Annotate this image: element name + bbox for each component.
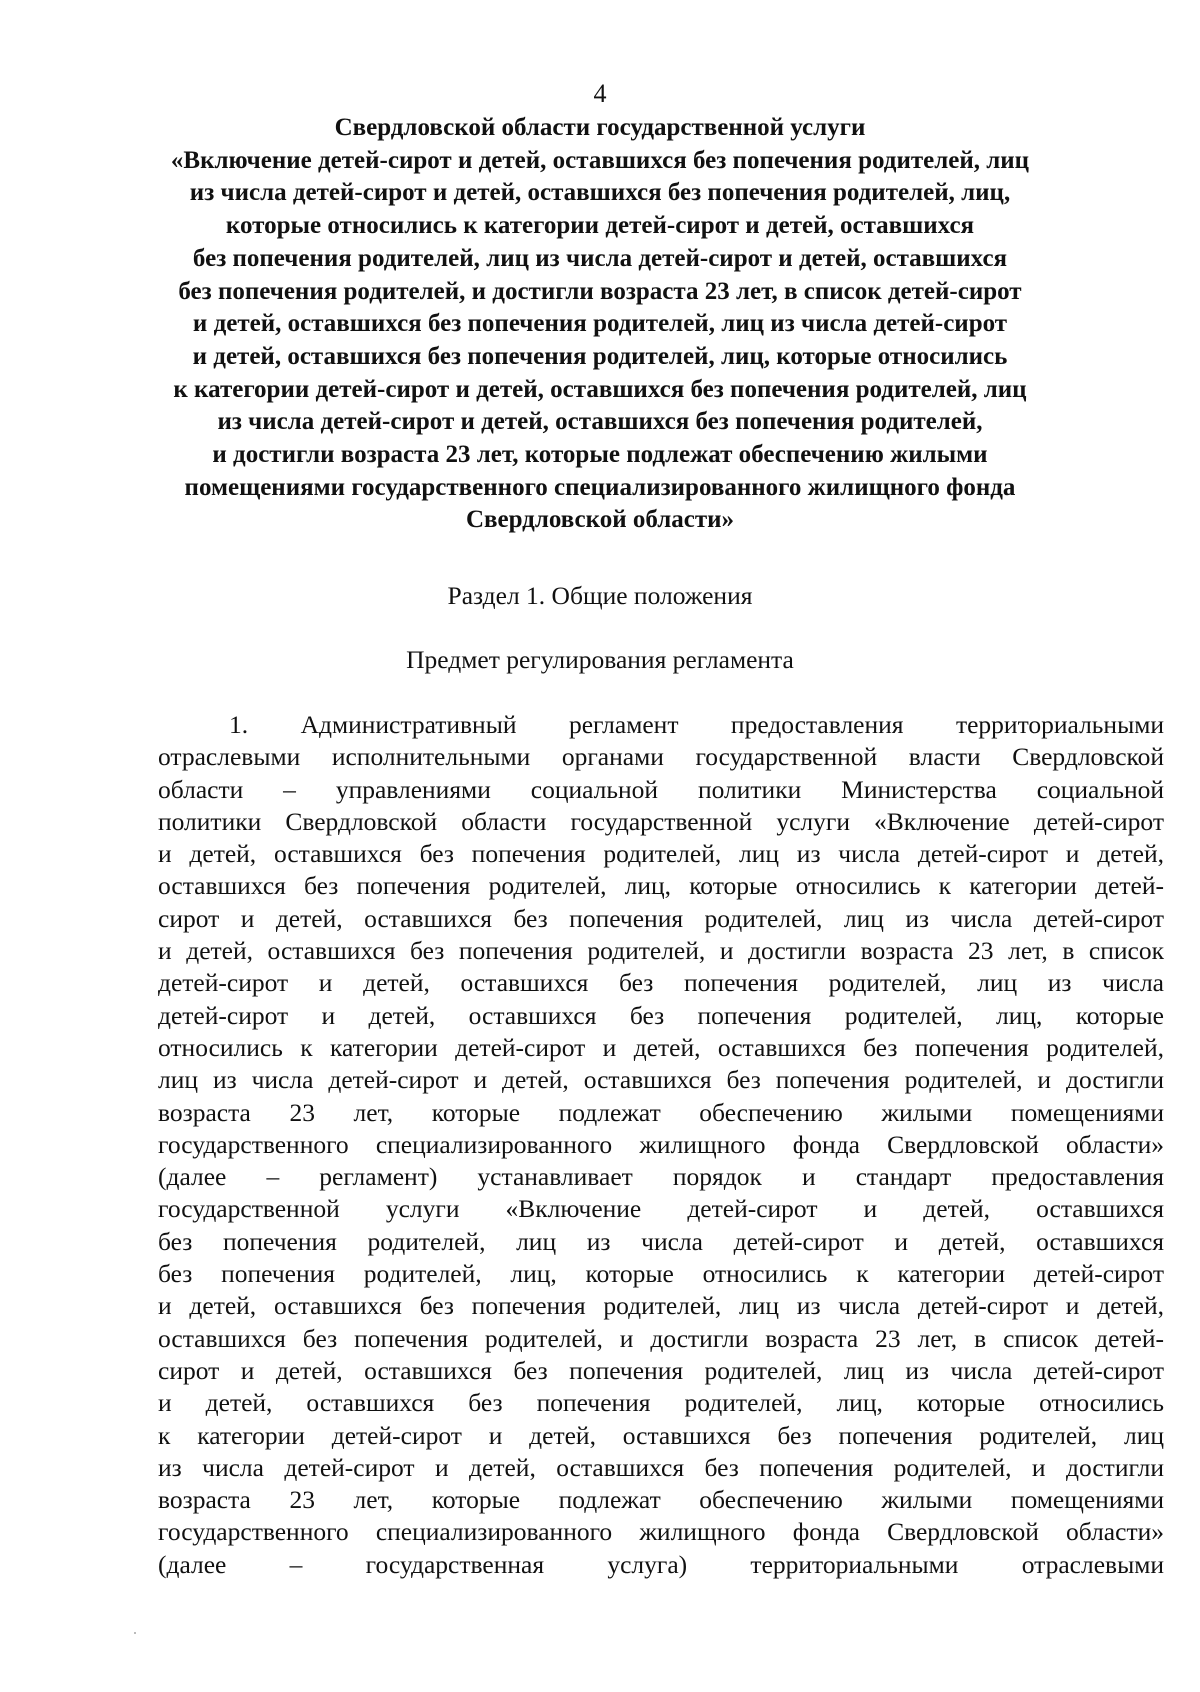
paragraph-line: лиц из числа детей-сирот и детей, оставшихся без попечения родителей, и достигли — [158, 1065, 1164, 1095]
title-line: без попечения родителей, и достигли возраста 23 лет, в список детей-сирот — [178, 277, 1022, 305]
paragraph-line: государственной услуги «Включение детей-сирот и детей, оставшихся — [158, 1194, 1164, 1224]
paragraph-line: отраслевыми исполнительными органами государственной власти Свердловской — [158, 742, 1164, 772]
paragraph-line: относились к категории детей-сирот и детей, оставшихся без попечения родителей, — [158, 1032, 1164, 1062]
title-line: к категории детей-сирот и детей, оставшихся без попечения родителей, лиц — [173, 375, 1027, 403]
paragraph-line: из числа детей-сирот и детей, оставшихся без попечения родителей, и достигли — [158, 1452, 1164, 1482]
paragraph-line: без попечения родителей, лиц, которые относились к категории детей-сирот — [158, 1259, 1164, 1289]
title-line: и детей, оставшихся без попечения родителей, лиц из числа детей-сирот — [192, 310, 1008, 338]
paragraph-line: и детей, оставшихся без попечения родителей, и достигли возраста 23 лет, в список — [158, 936, 1164, 966]
paragraph-line: области – управлениями социальной политики Министерства социальной — [158, 774, 1164, 804]
paragraph-line: детей-сирот и детей, оставшихся без попечения родителей, лиц из числа — [158, 968, 1164, 998]
paragraph-line: к категории детей-сирот и детей, оставшихся без попечения родителей, лиц — [158, 1420, 1164, 1450]
paragraph-line: детей-сирот и детей, оставшихся без попечения родителей, лиц, которые — [158, 1000, 1164, 1030]
page-number: 4 — [593, 79, 607, 108]
paragraph-line: государственного специализированного жилищного фонда Свердловской области» — [158, 1517, 1164, 1547]
title-line: Свердловской области государственной услуги — [334, 114, 866, 141]
paragraph-line: оставшихся без попечения родителей, лиц, которые относились к категории детей- — [158, 871, 1164, 901]
title-line: из числа детей-сирот и детей, оставшихся без попечения родителей, — [217, 408, 983, 436]
title-line: «Включение детей-сирот и детей, оставшихся без попечения родителей, лиц — [170, 146, 1030, 174]
title-line: из числа детей-сирот и детей, оставшихся без попечения родителей, лиц, — [189, 179, 1011, 207]
paragraph-line: (далее – государственная услуга) территориальными отраслевыми — [158, 1549, 1164, 1579]
paragraph-line: возраста 23 лет, которые подлежат обеспечению жилыми помещениями — [158, 1485, 1164, 1515]
title-line: без попечения родителей, лиц из числа детей-сирот и детей, оставшихся — [192, 244, 1008, 272]
section-heading: Раздел 1. Общие положения — [447, 581, 753, 610]
title-line: и детей, оставшихся без попечения родителей, лиц, которые относились — [192, 342, 1008, 370]
subsection-heading: Предмет регулирования регламента — [406, 645, 794, 674]
paragraph-line: сирот и детей, оставшихся без попечения родителей, лиц из числа детей-сирот — [158, 1355, 1164, 1385]
paragraph-line: и детей, оставшихся без попечения родителей, лиц из числа детей-сирот и детей, — [158, 1291, 1164, 1321]
scan-artifact — [134, 1632, 136, 1634]
paragraph-line: возраста 23 лет, которые подлежат обеспечению жилыми помещениями — [158, 1097, 1164, 1127]
paragraph-1 — [158, 709, 1164, 1581]
paragraph-line: и детей, оставшихся без попечения родителей, лиц из числа детей-сирот и детей, — [158, 839, 1164, 869]
paragraph-line: сирот и детей, оставшихся без попечения родителей, лиц из числа детей-сирот — [158, 903, 1164, 933]
paragraph-line: политики Свердловской области государственной услуги «Включение детей-сирот — [158, 806, 1164, 836]
paragraph-line: и детей, оставшихся без попечения родителей, лиц, которые относились — [158, 1388, 1164, 1418]
document-title — [130, 112, 1070, 537]
paragraph-line: без попечения родителей, лиц из числа детей-сирот и детей, оставшихся — [158, 1226, 1164, 1256]
paragraph-line: оставшихся без попечения родителей, и достигли возраста 23 лет, в список детей- — [158, 1323, 1164, 1353]
title-line: которые относились к категории детей-сирот и детей, оставшихся — [225, 212, 975, 240]
paragraph-line: (далее – регламент) устанавливает порядок и стандарт предоставления — [158, 1162, 1164, 1192]
title-line: Свердловской области» — [465, 506, 735, 534]
paragraph-line: государственного специализированного жилищного фонда Свердловской области» — [158, 1129, 1164, 1159]
paragraph-line: 1. Административный регламент предоставления территориальными — [229, 710, 1164, 739]
title-line: и достигли возраста 23 лет, которые подлежат обеспечению жилыми — [212, 441, 988, 469]
title-line: помещениями государственного специализированного жилищного фонда — [184, 473, 1016, 501]
